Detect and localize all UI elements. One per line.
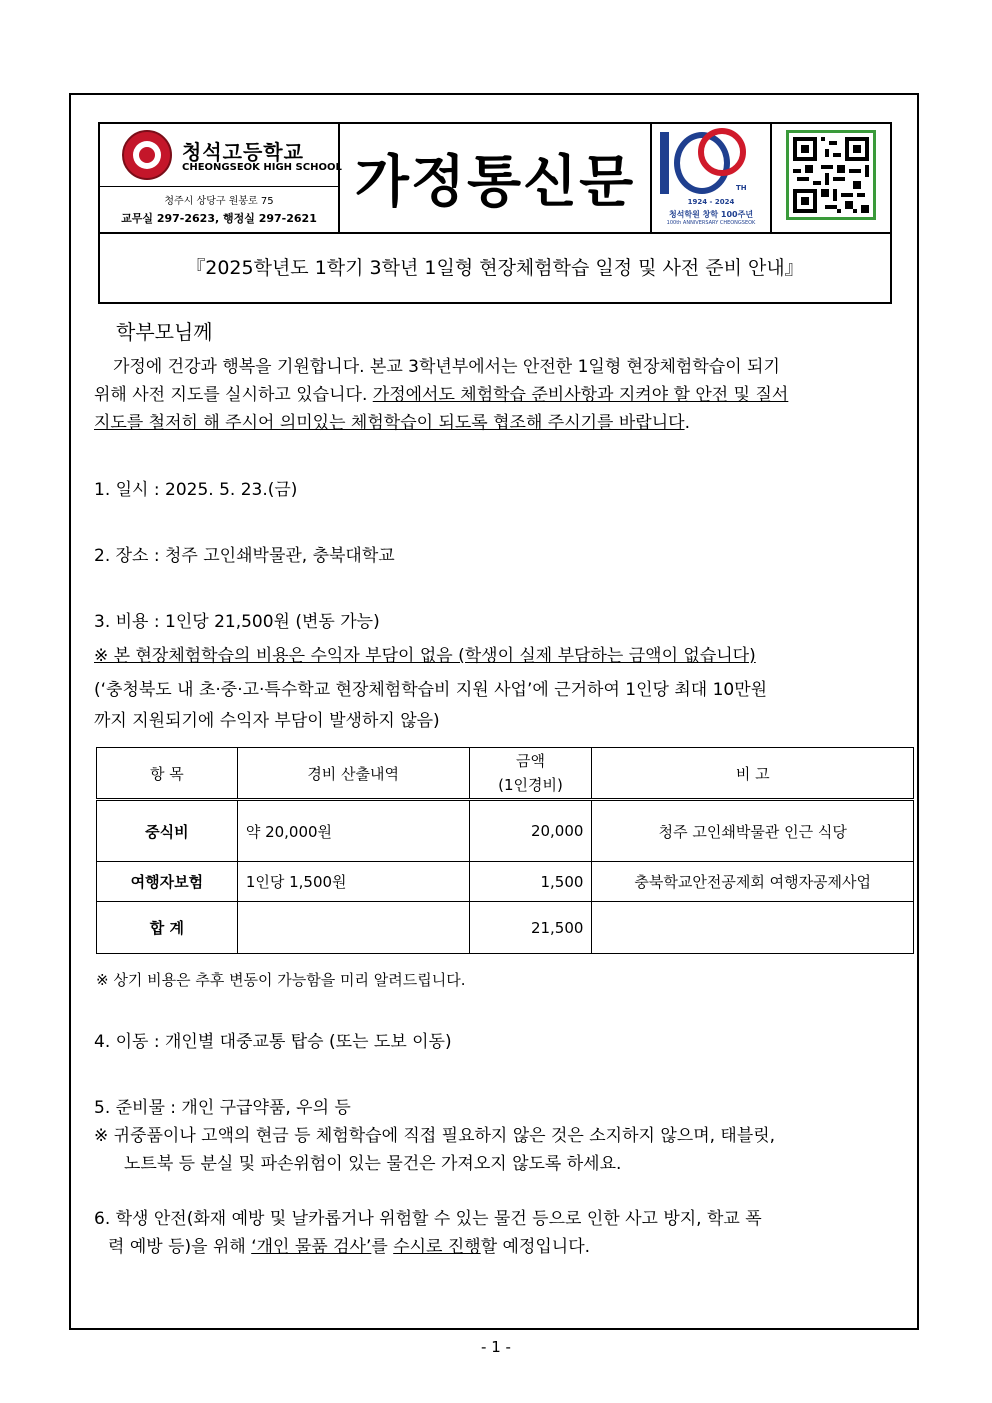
table-footnote: ※ 상기 비용은 추후 변동이 가능함을 미리 알려드립니다. [96, 971, 466, 989]
item-safety-1: 6. 학생 안전(화재 예방 및 날카롭거나 위험할 수 있는 물건 등으로 인한 사고 방지, 학교 폭 [94, 1209, 762, 1229]
row-amount: 1,500 [469, 862, 592, 902]
page-number: - 1 - [481, 1338, 511, 1356]
header-detail: 경비 산출내역 [237, 748, 469, 800]
intro-line-3-text: 지도를 철저히 해 주시어 의미있는 체험학습이 되도록 협조해 주시기를 바랍니다 [94, 413, 685, 433]
anniversary-one-icon [660, 132, 669, 194]
school-name-english: CHEONGSEOK HIGH SCHOOL [182, 162, 342, 173]
intro-line-3-end: . [684, 413, 690, 433]
anniversary-english: 100th ANNIVERSARY CHEONGSEOK [666, 220, 756, 226]
safety-frequency: 수시로 진행 [393, 1237, 481, 1257]
item-supplies: 5. 준비물 : 개인 구급약품, 우의 등 [94, 1098, 351, 1118]
table-header-row [97, 748, 914, 800]
page-title: 가정통신문 [354, 150, 636, 215]
supplies-note-1: ※ 귀중품이나 고액의 현금 등 체험학습에 직접 필요하지 않은 것은 소지하지 않으며, 태블릿, [94, 1126, 776, 1146]
item-date: 1. 일시 : 2025. 5. 23.(금) [94, 480, 298, 500]
header-amount-sub: (1인경비) [498, 776, 563, 794]
row-note: 청주 고인쇄박물관 인근 식당 [592, 800, 914, 862]
cost-table [96, 747, 914, 954]
item-cost: 3. 비용 : 1인당 21,500원 (변동 가능) [94, 612, 380, 632]
header-amount [469, 748, 592, 800]
safety-inspection: ‘개인 물품 검사’ [251, 1237, 372, 1257]
row-amount: 21,500 [469, 902, 592, 954]
letter-header [98, 122, 892, 304]
row-note: 충북학교안전공제회 여행자공제사업 [592, 862, 914, 902]
row-item: 여행자보험 [97, 862, 238, 902]
letter-subtitle: 『2025학년도 1학기 3학년 1일형 현장체험학습 일정 및 사전 준비 안내』 [186, 257, 804, 279]
header-item: 항 목 [97, 748, 238, 800]
school-name: 청석고등학교 [182, 140, 304, 164]
anniversary-korean: 청석학원 창학 100주년 [668, 210, 754, 219]
row-amount: 20,000 [469, 800, 592, 862]
safety-text-c: 할 예정입니다. [480, 1237, 591, 1257]
item-safety-2 [108, 1239, 590, 1256]
school-seal-icon [122, 130, 172, 180]
school-phones: 교무실 297-2623, 행정실 297-2621 [121, 212, 317, 225]
item-place: 2. 장소 : 청주 고인쇄박물관, 충북대학교 [94, 546, 395, 566]
intro-line-2 [94, 387, 788, 404]
header-note: 비 고 [592, 748, 914, 800]
table-row-total [97, 902, 914, 954]
row-detail: 약 20,000원 [237, 800, 469, 862]
anniversary-years: 1924 - 2024 [687, 198, 735, 206]
title-cell [340, 124, 652, 232]
row-detail [237, 902, 469, 954]
anniversary-logo [652, 124, 772, 232]
school-address: 청주시 상당구 원봉로 75 [164, 196, 274, 207]
anniversary-th: TH [736, 184, 747, 192]
item-transport: 4. 이동 : 개인별 대중교통 탑승 (또는 도보 이동) [94, 1032, 452, 1052]
header-amount-label: 금액 [516, 752, 545, 770]
qr-pattern [789, 133, 873, 217]
row-detail: 1인당 1,500원 [237, 862, 469, 902]
greeting: 학부모님께 [116, 320, 213, 344]
safety-text-b: 를 [371, 1237, 394, 1257]
qr-code-icon [786, 130, 876, 220]
qr-cell [772, 124, 890, 232]
table-row [97, 800, 914, 862]
cost-note-bold: ※ 본 현장체험학습의 비용은 수익자 부담이 없음 (학생이 실제 부담하는 금액이 없습니다) [94, 646, 756, 666]
intro-line-2b: 가정에서도 체험학습 준비사항과 지켜야 할 안전 및 질서 [372, 385, 789, 405]
logo-block [100, 124, 342, 187]
header-row [100, 124, 890, 234]
row-item: 합 계 [97, 902, 238, 954]
cost-note-line-1: (‘충청북도 내 초·중·고·특수학교 현장체험학습비 지원 사업’에 근거하여 1인당 최대 10만원 [94, 680, 768, 700]
anniversary-zero-red-icon [698, 128, 746, 176]
row-note [592, 902, 914, 954]
supplies-note-2: 노트북 등 분실 및 파손위험이 있는 물건은 가져오지 않도록 하세요. [124, 1154, 622, 1174]
intro-line-3 [94, 415, 690, 432]
table-row [97, 862, 914, 902]
row-item: 중식비 [97, 800, 238, 862]
intro-line-1: 가정에 건강과 행복을 기원합니다. 본교 3학년부에서는 안전한 1일형 현장체험학습이 되기 [113, 357, 780, 377]
intro-line-2a: 위해 사전 지도를 실시하고 있습니다. [94, 385, 373, 405]
safety-text-a: 력 예방 등)을 위해 [108, 1237, 252, 1257]
school-logo-cell [100, 124, 340, 232]
cost-note-line-2: 까지 지원되기에 수익자 부담이 발생하지 않음) [94, 711, 440, 731]
